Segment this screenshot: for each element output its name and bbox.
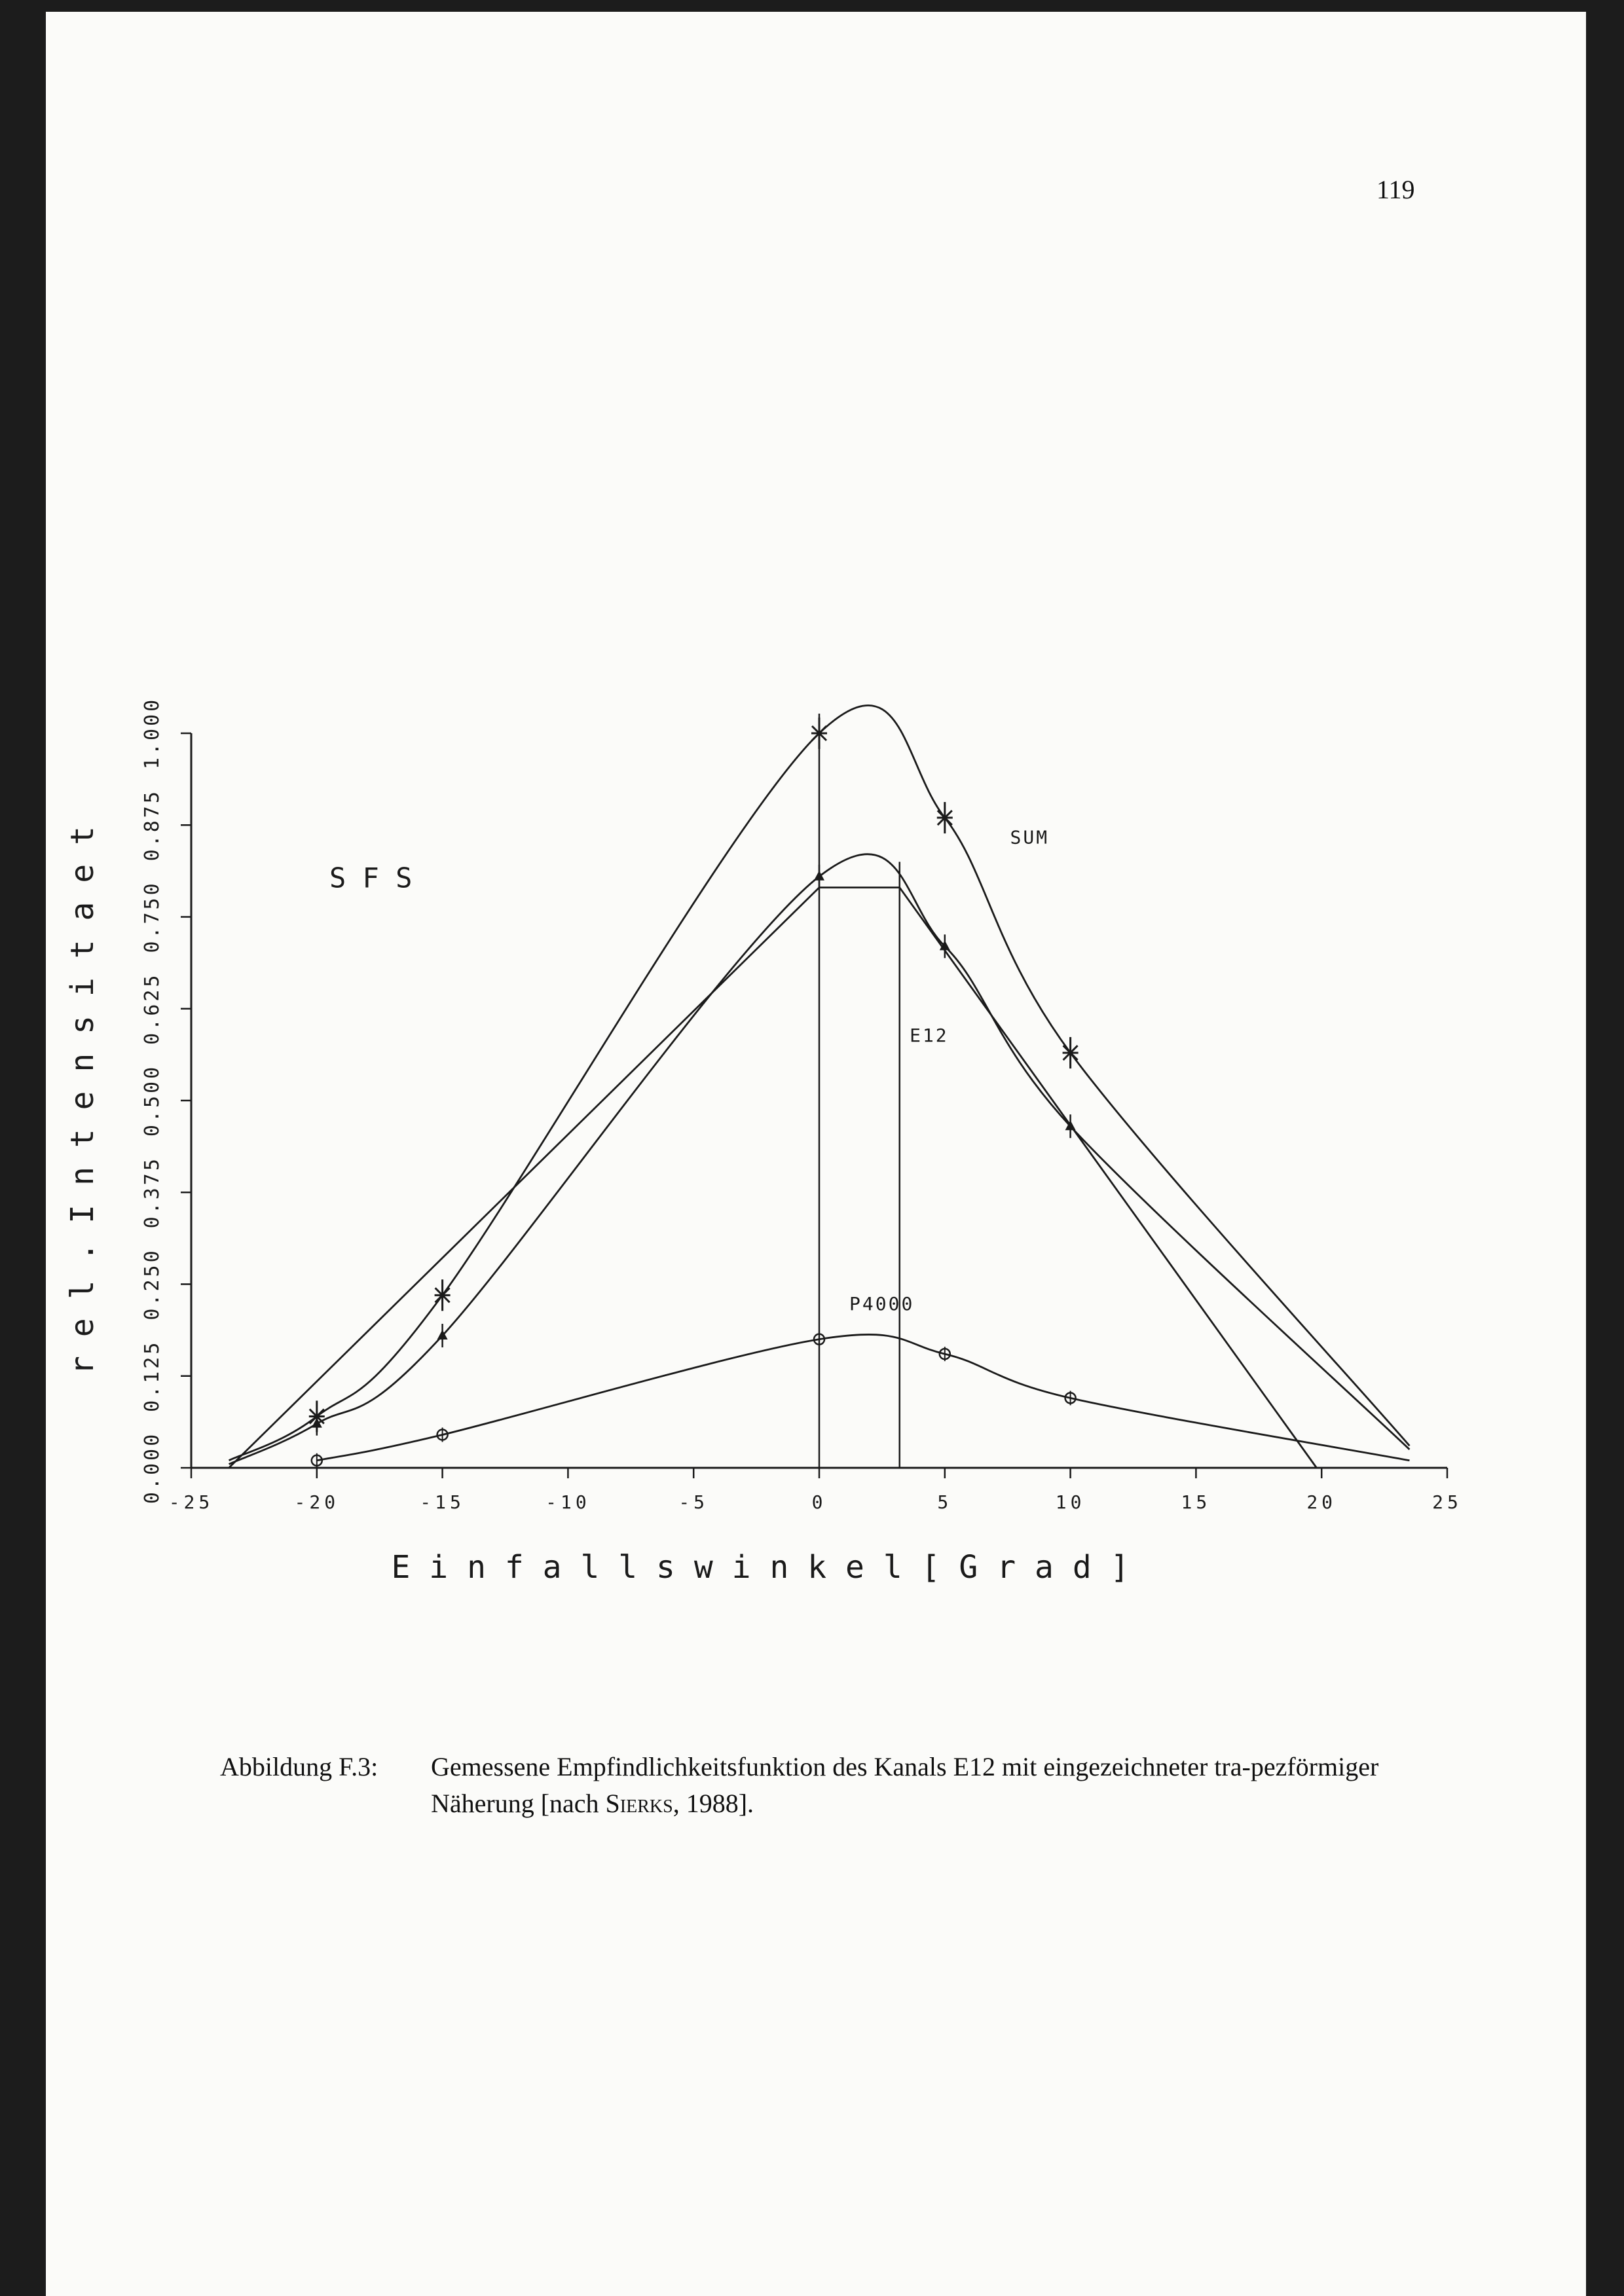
x-tick-label: 15: [1181, 1491, 1211, 1513]
sensitivity-chart: [46, 12, 1586, 2296]
caption-text-after: , 1988].: [673, 1789, 754, 1818]
caption-text: [431, 1749, 1438, 1822]
chart-title: S F S: [329, 862, 413, 894]
document-page: [46, 12, 1586, 2296]
series-line-p4000: [317, 1334, 1410, 1460]
caption-text-before: Gemessene Empfindlichkeitsfunktion des Kanals E12 mit eingezeichneter tra-pezförmiger Näherung [nach: [431, 1752, 1379, 1818]
data-point-sum: [937, 802, 953, 833]
x-tick-label: -20: [294, 1491, 340, 1513]
y-tick-label: 0.125: [141, 1339, 164, 1412]
data-point-sum: [811, 718, 827, 749]
x-tick-label: 20: [1306, 1491, 1337, 1513]
caption-author: Sierks: [605, 1789, 673, 1818]
y-tick-label: 0.000: [141, 1431, 164, 1504]
y-tick-label: 0.750: [141, 881, 164, 953]
x-tick-label: 25: [1432, 1491, 1462, 1513]
data-point-e12: [814, 865, 824, 888]
x-tick-label: 10: [1055, 1491, 1086, 1513]
y-tick-label: 0.250: [141, 1248, 164, 1321]
x-tick-label: -25: [168, 1491, 214, 1513]
trapezoid-approximation: [229, 888, 1317, 1468]
data-point-sum: [1063, 1037, 1079, 1068]
x-tick-label: -5: [678, 1491, 709, 1513]
data-point-e12: [1065, 1114, 1076, 1138]
data-point-e12: [437, 1324, 448, 1347]
x-tick-label: -15: [420, 1491, 465, 1513]
y-tick-label: 0.875: [141, 789, 164, 862]
x-tick-label: 5: [937, 1491, 953, 1513]
page-number: 119: [1376, 175, 1415, 204]
y-axis-title: r e l . I n t e n s i t a e t: [64, 826, 101, 1376]
data-point-sum: [435, 1279, 451, 1311]
y-tick-label: 0.375: [141, 1156, 164, 1229]
series-label-e12: E12: [910, 1025, 949, 1047]
caption-label: Abbildung F.3:: [220, 1752, 378, 1781]
y-tick-label: 0.500: [141, 1064, 164, 1137]
x-axis-title: E i n f a l l s w i n k e l [ G r a d ]: [391, 1549, 1130, 1586]
y-tick-label: 0.625: [141, 972, 164, 1045]
series-label-sum: SUM: [1010, 826, 1050, 848]
x-tick-label: -10: [545, 1491, 591, 1513]
x-tick-label: 0: [811, 1491, 827, 1513]
series-label-p4000: P4000: [849, 1292, 915, 1315]
y-tick-label: 1.000: [141, 697, 164, 770]
